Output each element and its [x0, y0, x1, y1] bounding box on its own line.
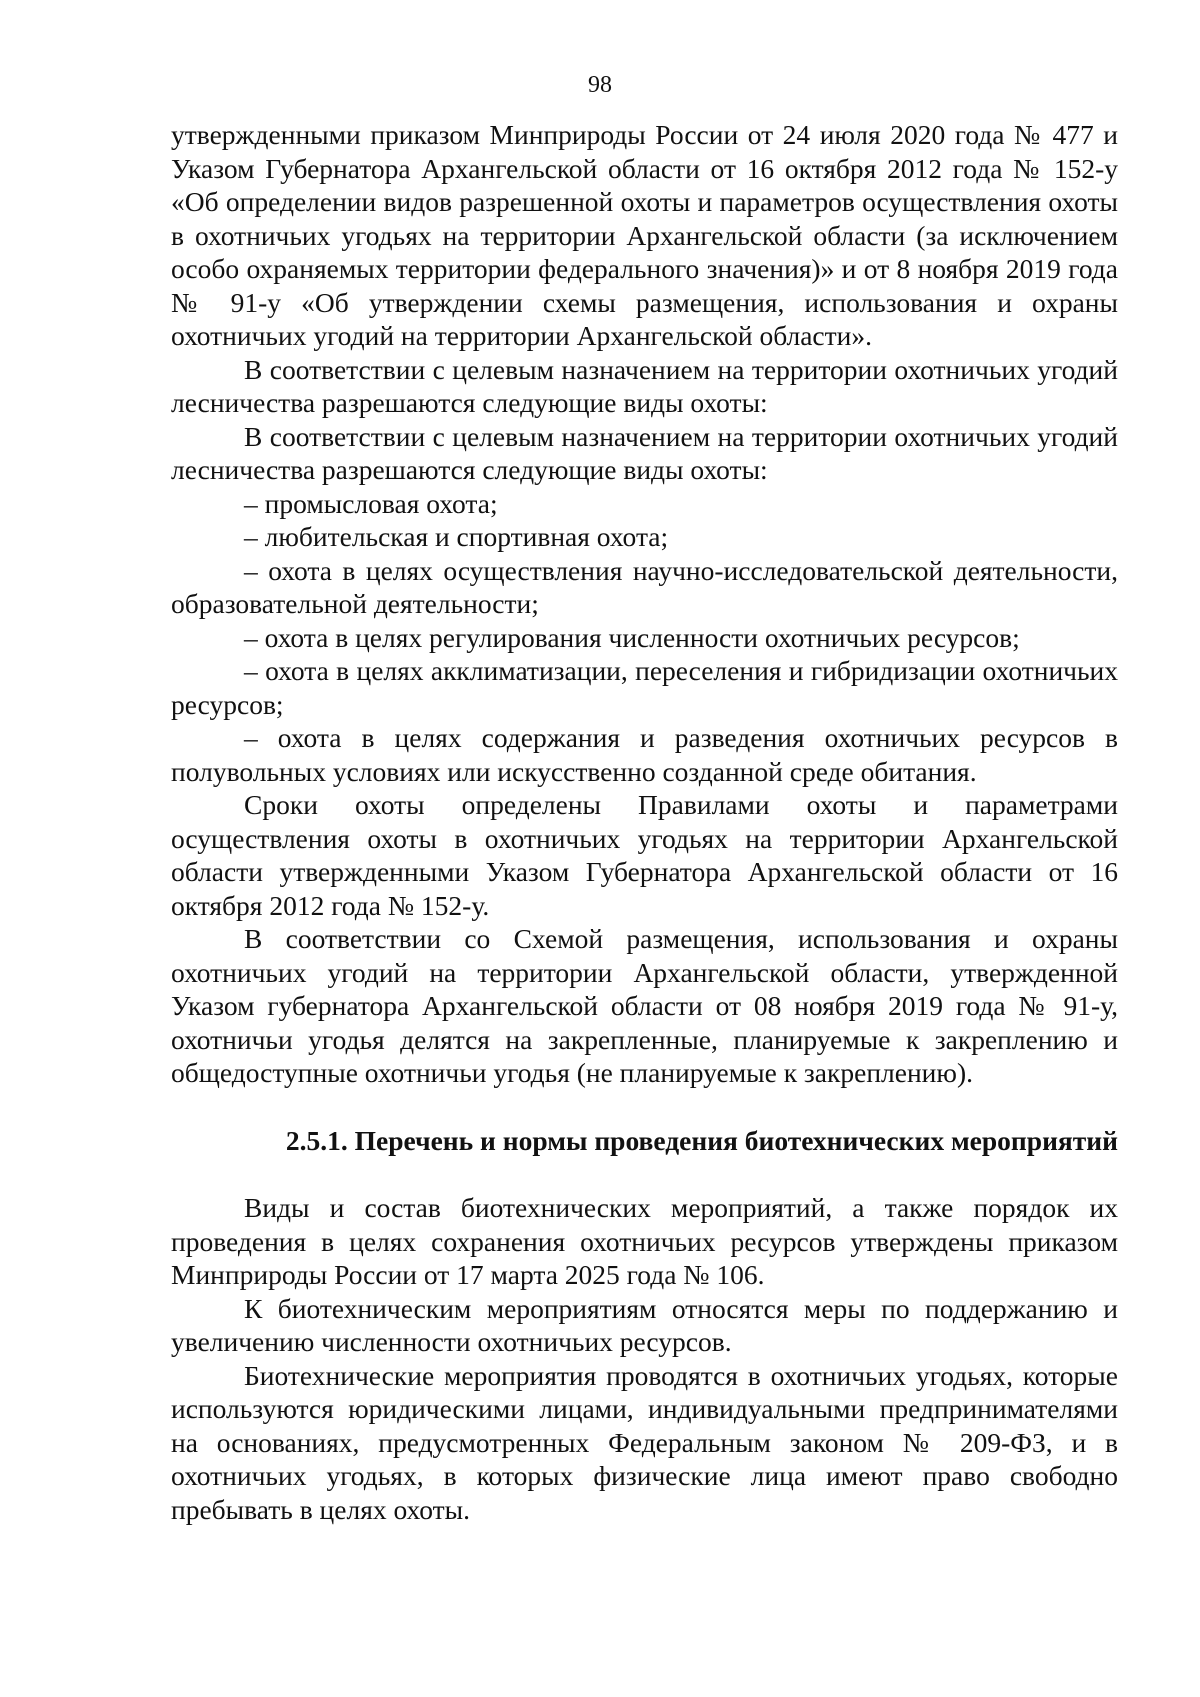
paragraph-4: Сроки охоты определены Правилами охоты и параметрами осуществления охоты в охотничьих угодьях на территории Архангельской области утвержденными Указом Губернатора Архангельской области от 16 октября 2012 года № 152-у.	[171, 789, 1118, 921]
paragraph-7: К биотехническим мероприятиям относятся меры по поддержанию и увеличению численности охотничьих ресурсов.	[171, 1292, 1118, 1357]
paragraph-6: Виды и состав биотехнических мероприятий, а также порядок их проведения в целях сохранения охотничьих ресурсов утверждены приказом Минприроды России от 17 марта 2025 года № 106.	[171, 1192, 1118, 1290]
list-item: – промысловая охота;	[244, 487, 498, 519]
list-item: – охота в целях регулирования численности охотничьих ресурсов;	[244, 621, 1020, 653]
list-item: – охота в целях осуществления научно-исследовательской деятельности, образовательной деятельности;	[171, 554, 1118, 619]
list-item: – охота в целях содержания и разведения охотничьих ресурсов в полувольных условиях или искусственно созданной среде обитания.	[171, 722, 1118, 787]
page-number: 98	[588, 72, 612, 98]
list-item: – любительская и спортивная охота;	[244, 521, 669, 552]
section-heading: 2.5.1. Перечень и нормы проведения биотехнических мероприятий	[285, 1124, 1118, 1156]
paragraph-5: В соответствии со Схемой размещения, использования и охраны охотничьих угодий на территории Архангельской области, утвержденной Указом губернатора Архангельской области от 08 ноября 2019 года № 91-у, охотничьи угодья делятся на закрепленные, планируемые к закреплению и общедоступные охотничьи угодья (не планируемые к закреплению).	[171, 923, 1118, 1088]
paragraph-1: утвержденными приказом Минприроды России от 24 июля 2020 года № 477 и Указом Губернатора Архангельской области от 16 октября 2012 года № 152-у «Об определении видов разрешенной охоты и параметров осуществления охоты в охотничьих угодьях на территории Архангельской области (за исключением особо охраняемых территории федерального значения)» и от 8 ноября 2019 года № 91-у «Об утверждении схемы размещения, использования и охраны охотничьих угодий на территории Архангельской области».	[171, 119, 1118, 351]
paragraph-3: В соответствии с целевым назначением на территории охотничьих угодий лесничества разрешаются следующие виды охоты:	[171, 420, 1118, 485]
paragraph-2: В соответствии с целевым назначением на территории охотничьих угодий лесничества разрешаются следующие виды охоты:	[171, 353, 1118, 418]
paragraph-8: Биотехнические мероприятия проводятся в охотничьих угодьях, которые используются юридическими лицами, индивидуальными предпринимателями на основаниях, предусмотренных Федеральным законом № 209-ФЗ, и в охотничьих угодьях, в которых физические лица имеют право свободно пребывать в целях охоты.	[171, 1359, 1118, 1525]
list-item: – охота в целях акклиматизации, переселения и гибридизации охотничьих ресурсов;	[171, 655, 1118, 720]
document-body	[171, 118, 1118, 1526]
